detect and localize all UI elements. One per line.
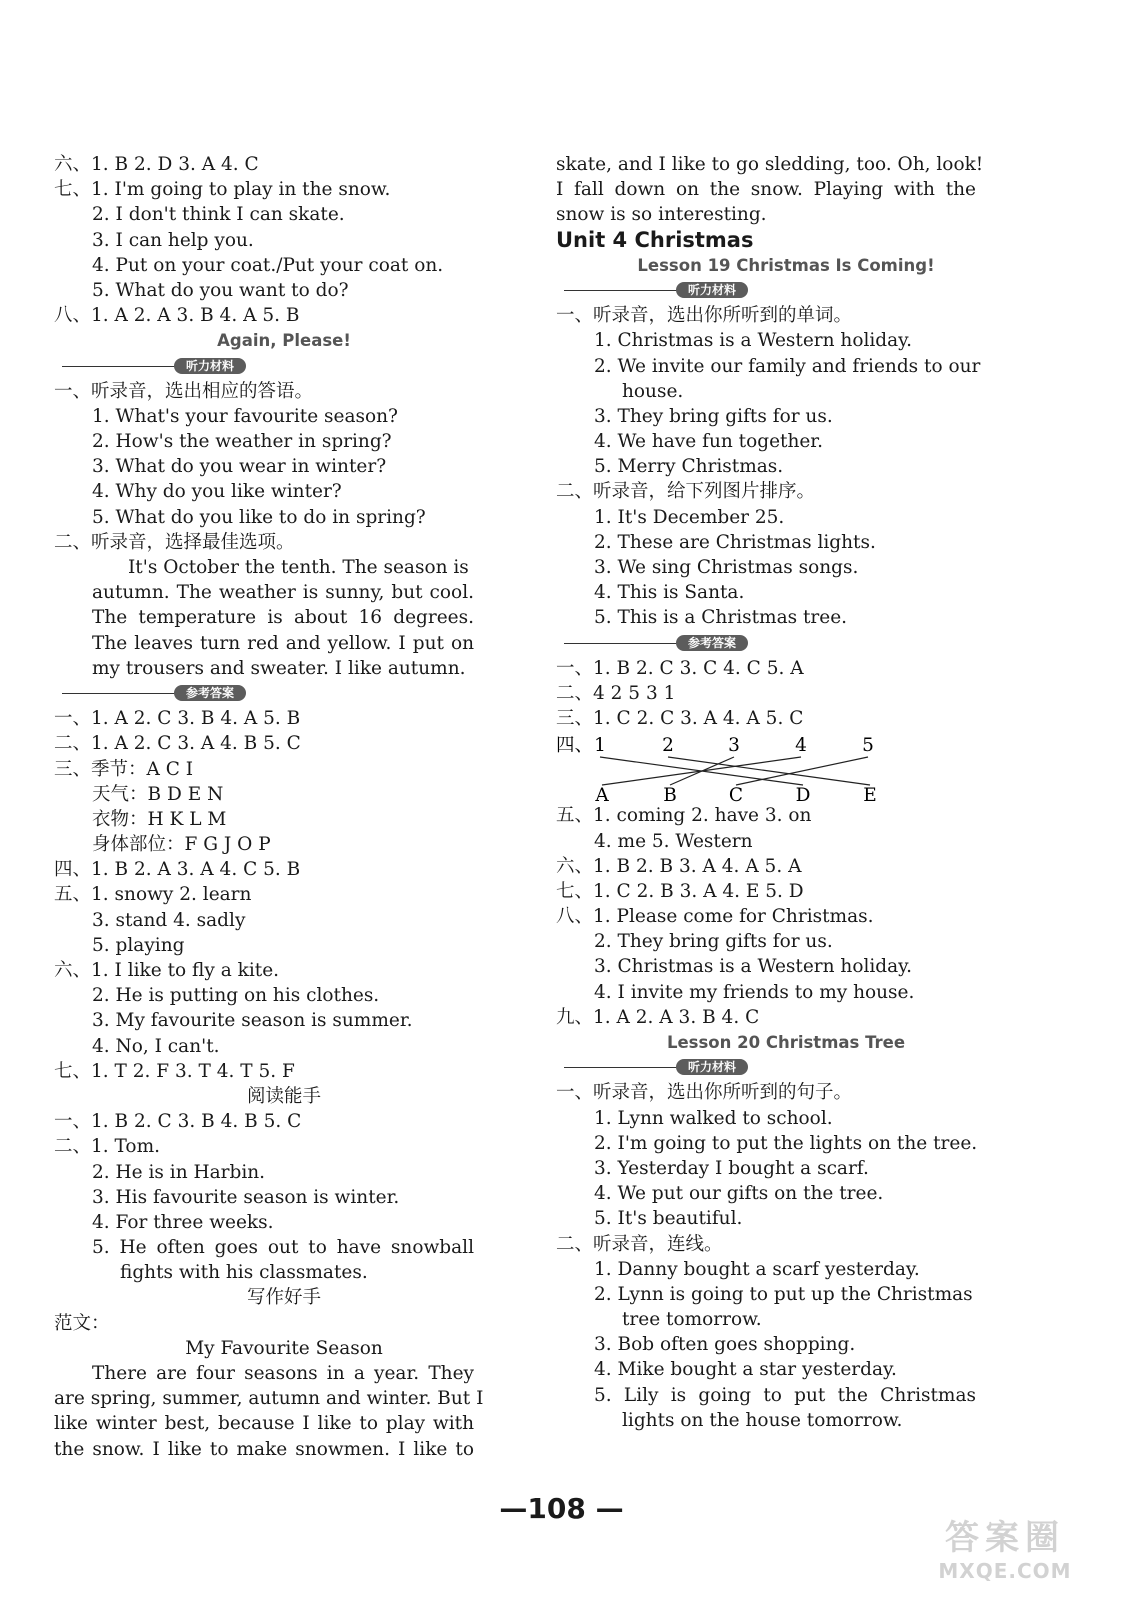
text-line: 4. Why do you like winter? (92, 481, 342, 503)
text-line: 3. We sing Christmas songs. (594, 557, 859, 578)
matching-top-label: 4 (795, 735, 807, 757)
matching-prefix: 四、 (556, 735, 594, 757)
section-tag-row (556, 1055, 976, 1080)
matching-diagram (556, 731, 976, 803)
text-line: 身体部位：F G J O P (92, 834, 271, 856)
text-line: 1. Lynn walked to school. (594, 1107, 833, 1129)
text-line: 一、1. B 2. C 3. C 4. C 5. A (556, 657, 804, 679)
text-line: 九、1. A 2. A 3. B 4. C (556, 1006, 760, 1028)
text-line: autumn. The weather is sunny, but cool. (92, 582, 474, 604)
text-line: 二、听录音，连线。 (556, 1233, 723, 1255)
tag-rule (62, 366, 182, 367)
matching-line (736, 757, 868, 785)
text-line: 4. We have fun together. (594, 431, 824, 453)
text-line: tree tomorrow. (622, 1309, 762, 1331)
text-line: 一、1. A 2. C 3. B 4. A 5. B (54, 708, 301, 730)
text-line: 3. Bob often goes shopping. (594, 1334, 856, 1356)
text-line: 2. We invite our family and friends to our (594, 355, 981, 377)
text-line: 3. Yesterday I bought a scarf. (594, 1157, 869, 1179)
text-line: 3. Christmas is a Western holiday. (594, 956, 913, 978)
tag-rule (564, 290, 684, 291)
text-line: like winter best, because I like to play with (54, 1413, 474, 1435)
text-line: 3. stand 4. sadly (92, 909, 246, 931)
section-tag: 听力材料 (676, 1059, 748, 1075)
tag-rule (564, 643, 684, 644)
text-line: 3. My favourite season is summer. (92, 1010, 413, 1032)
text-line: The leaves turn red and yellow. I put on (92, 632, 474, 654)
text-line: my trousers and sweater. I like autumn. (92, 657, 466, 679)
tag-rule (564, 1067, 684, 1068)
text-line: 2. He is putting on his clothes. (92, 985, 380, 1007)
matching-exercise (556, 731, 976, 803)
text-line: 三、季节：A C I (54, 758, 194, 780)
section-tag: 参考答案 (174, 685, 246, 701)
text-line: 六、1. I like to fly a kite. (54, 960, 280, 981)
text-line: 2. They bring gifts for us. (594, 931, 833, 953)
text-line: 范文： (54, 1312, 110, 1334)
text-line: 4. We put our gifts on the tree. (594, 1183, 884, 1205)
text-line: fights with his classmates. (120, 1262, 368, 1284)
text-line: Lesson 19 Christmas Is Coming! (637, 255, 935, 275)
text-line: Lesson 20 Christmas Tree (666, 1033, 906, 1052)
left-column (54, 152, 484, 1462)
text-line: 二、4 2 5 3 1 (556, 682, 676, 704)
matching-bottom-label: A (595, 785, 609, 804)
text-line: 4. Mike bought a star yesterday. (594, 1359, 897, 1381)
text-line: house. (622, 380, 684, 402)
section-tag: 参考答案 (676, 635, 748, 651)
section-tag-row (54, 681, 474, 706)
text-line: 八、1. A 2. A 3. B 4. A 5. B (54, 305, 300, 327)
text-line: The temperature is about 16 degrees. (92, 607, 474, 629)
text-line: 4. I invite my friends to my house. (594, 981, 915, 1003)
text-line: 1. It's December 25. (594, 506, 785, 528)
text-line: snow is so interesting. (556, 204, 767, 226)
text-line: lights on the house tomorrow. (622, 1409, 903, 1431)
text-line: 五、1. snowy 2. learn (54, 884, 252, 906)
text-line: the snow. I like to make snowmen. I like to (54, 1438, 474, 1460)
page-number: —108 — (499, 1492, 624, 1525)
text-line: 写作好手 (246, 1287, 321, 1309)
tag-rule (62, 693, 182, 694)
watermark-url: MXQE.COM (938, 1559, 1072, 1583)
text-line: 六、1. B 2. D 3. A 4. C (54, 154, 259, 175)
text-line: 4. This is Santa. (594, 582, 745, 604)
text-line: 3. They bring gifts for us. (594, 405, 833, 427)
text-line: 2. These are Christmas lights. (594, 531, 876, 553)
text-line: 5. What do you like to do in spring? (92, 506, 426, 528)
text-line: 5. What do you want to do? (92, 279, 349, 301)
matching-bottom-label: E (863, 785, 877, 804)
text-line: 2. How's the weather in spring? (92, 431, 392, 453)
text-line: My Favourite Season (185, 1337, 383, 1359)
text-line: There are four seasons in a year. They (92, 1363, 474, 1384)
text-line: skate, and I like to go sledding, too. Oh, look! (556, 154, 984, 175)
section-tag-row (54, 354, 474, 379)
text-line: 1. What's your favourite season? (92, 405, 398, 427)
watermark-text: 答案圈 (945, 1518, 1065, 1558)
text-line: 4. Put on your coat./Put your coat on. (92, 254, 444, 276)
text-line: 八、1. Please come for Christmas. (556, 906, 874, 928)
text-line: 1. Danny bought a scarf yesterday. (594, 1258, 920, 1280)
matching-top-label: 3 (728, 735, 740, 757)
text-line: 1. Christmas is a Western holiday. (594, 330, 913, 352)
text-line: 六、1. B 2. B 3. A 4. A 5. A (556, 855, 802, 877)
text-line: 天气：B D E N (92, 783, 224, 805)
text-line: 阅读能手 (246, 1085, 321, 1107)
text-line: 5. playing (92, 934, 185, 956)
text-line: 2. I'm going to put the lights on the tree. (594, 1132, 978, 1154)
text-line: 一、听录音，选出你所听到的句子。 (556, 1082, 853, 1104)
text-line: 七、1. T 2. F 3. T 4. T 5. F (54, 1060, 295, 1082)
text-line: 5. He often goes out to have snowball (92, 1237, 474, 1259)
text-line: 四、1. B 2. A 3. A 4. C 5. B (54, 859, 301, 881)
text-line: 三、1. C 2. C 3. A 4. A 5. C (556, 708, 804, 730)
matching-top-label: 1 (594, 735, 606, 757)
text-line: 二、听录音，选择最佳选项。 (54, 531, 295, 553)
text-line: 一、听录音，选出相应的答语。 (54, 380, 314, 402)
matching-top-label: 5 (862, 735, 874, 757)
text-line: 4. For three weeks. (92, 1211, 274, 1233)
text-line: 一、1. B 2. C 3. B 4. B 5. C (54, 1111, 302, 1133)
matching-top-label: 2 (662, 735, 674, 757)
matching-bottom-label: D (795, 785, 811, 804)
section-tag-row (556, 631, 976, 656)
text-line: 衣物：H K L M (92, 808, 227, 830)
text-line: 二、1. A 2. C 3. A 4. B 5. C (54, 733, 301, 755)
text-line: 5. It's beautiful. (594, 1208, 743, 1230)
text-line: 一、听录音，选出你所听到的单词。 (556, 305, 853, 327)
text-line: 4. No, I can't. (92, 1035, 220, 1057)
text-line: Again, Please! (217, 331, 351, 351)
text-line: 2. Lynn is going to put up the Christmas (594, 1283, 973, 1305)
watermark-logo (925, 1510, 1085, 1590)
right-column (556, 152, 984, 1433)
text-line: It's October the tenth. The season is (128, 557, 469, 578)
text-line: 3. What do you wear in winter? (92, 456, 387, 478)
section-tag: 听力材料 (174, 358, 246, 374)
text-line: 5. Merry Christmas. (594, 456, 784, 478)
text-line: 七、1. I'm going to play in the snow. (54, 179, 391, 201)
text-line: 3. I can help you. (92, 229, 254, 251)
text-line: I fall down on the snow. Playing with the (556, 179, 976, 201)
text-line: 五、1. coming 2. have 3. on (556, 805, 812, 827)
text-line: 5. This is a Christmas tree. (594, 607, 848, 629)
text-line: 3. His favourite season is winter. (92, 1186, 400, 1208)
section-tag-row (556, 278, 976, 303)
matching-bottom-label: C (728, 785, 744, 804)
text-line: 5. Lily is going to put the Christmas (594, 1384, 976, 1406)
text-line: 2. I don't think I can skate. (92, 204, 345, 226)
matching-bottom-label: B (663, 785, 677, 804)
section-tag: 听力材料 (676, 282, 748, 298)
text-line: 二、1. Tom. (54, 1136, 160, 1158)
text-line: 2. He is in Harbin. (92, 1161, 266, 1183)
text-line: 二、听录音，给下列图片排序。 (556, 481, 816, 503)
text-line: 4. me 5. Western (594, 830, 753, 852)
text-line: Unit 4 Christmas (556, 227, 754, 252)
text-line: are spring, summer, autumn and winter. But I (54, 1388, 484, 1410)
text-line: 七、1. C 2. B 3. A 4. E 5. D (556, 880, 804, 902)
